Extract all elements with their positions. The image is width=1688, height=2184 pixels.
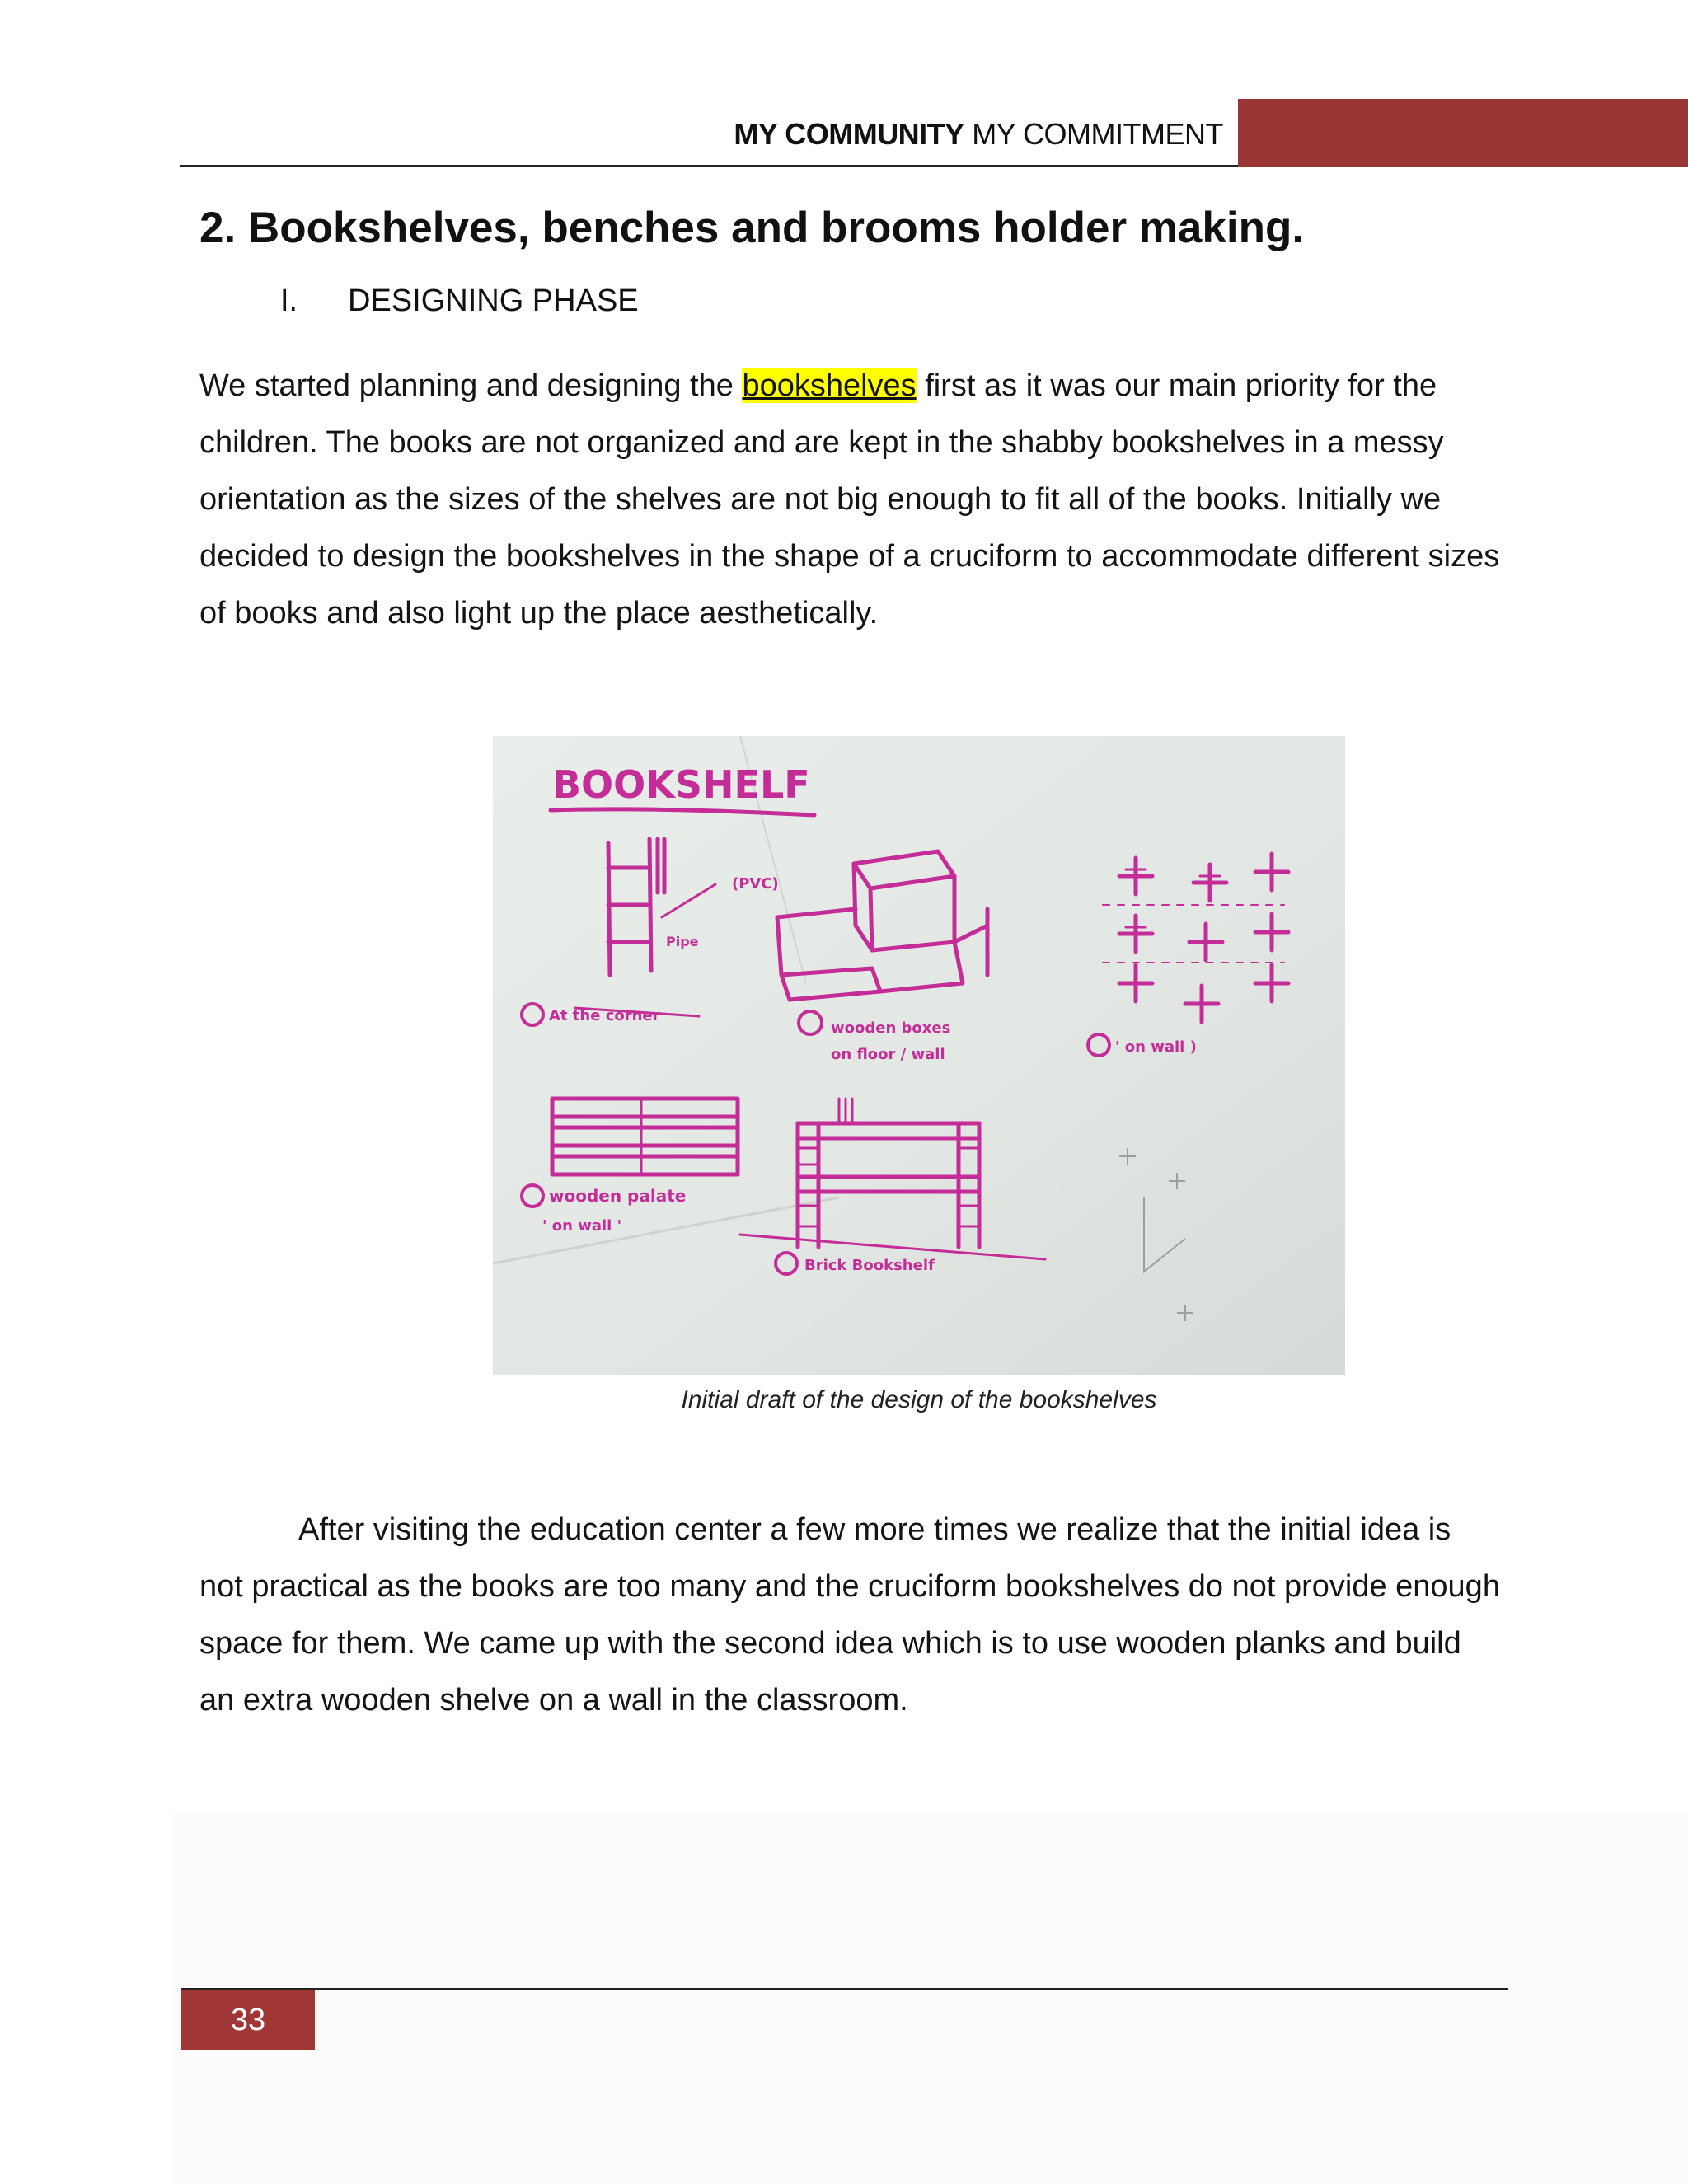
sketch-drawing (493, 736, 1345, 1375)
paragraph-intro-start: We started planning and designing the (199, 368, 743, 403)
sketch-note-pipe: Pipe (666, 934, 699, 949)
sketch-note-2b: on floor / wall (831, 1046, 945, 1063)
header-title-rest: MY COMMITMENT (964, 117, 1223, 151)
sketch-note-3: ' on wall ) (1115, 1038, 1197, 1056)
subheading-number: I. (280, 284, 298, 318)
header-rule (180, 165, 1238, 167)
bookshelf-sketch-photo (493, 736, 1345, 1375)
sketch-note-4a: wooden palate (549, 1186, 687, 1206)
sketch-note-1: At the corner (549, 1007, 660, 1024)
sketch-note-pvc: (PVC) (732, 875, 779, 893)
sketch-heading: BOOKSHELF (552, 762, 810, 807)
sketch-note-2a: wooden boxes (831, 1019, 951, 1037)
header-accent-bar (1238, 99, 1688, 167)
footer-rule (181, 1988, 1508, 1990)
running-header (734, 117, 1223, 152)
sketch-note-4b: ' on wall ' (542, 1217, 622, 1235)
figure-caption: Initial draft of the design of the bookshelves (681, 1386, 1157, 1413)
paragraph-intro-rest: first as it was our main priority for the children. The books are not organized and are kept in the shabby bookshelves in a messy orientation as the sizes of the shelves are not big enough to fit all of the books. Initially we decided to design the bookshelves in the shape of a cruciform to accommodate different sizes of books and also light up the place aesthetically. (199, 368, 1500, 630)
paragraph-followup: After visiting the education center a few more times we realize that the initial idea is not practical as the books are too many and the cruciform bookshelves do not provide enough space for them. We came up with the second idea which is to use wooden planks and build an extra wooden shelve on a wall in the classroom. (199, 1512, 1500, 1718)
page-number: 33 (181, 1990, 315, 2050)
page-shade (173, 1813, 1688, 2184)
subheading-text: DESIGNING PHASE (348, 284, 639, 318)
header-title-bold: MY COMMUNITY (734, 117, 964, 151)
section-title: 2. Bookshelves, benches and brooms holder making. (199, 204, 1305, 252)
paragraph-intro (199, 358, 1502, 642)
highlighted-word: bookshelves (742, 368, 917, 403)
sketch-note-5: Brick Bookshelf (804, 1257, 935, 1274)
